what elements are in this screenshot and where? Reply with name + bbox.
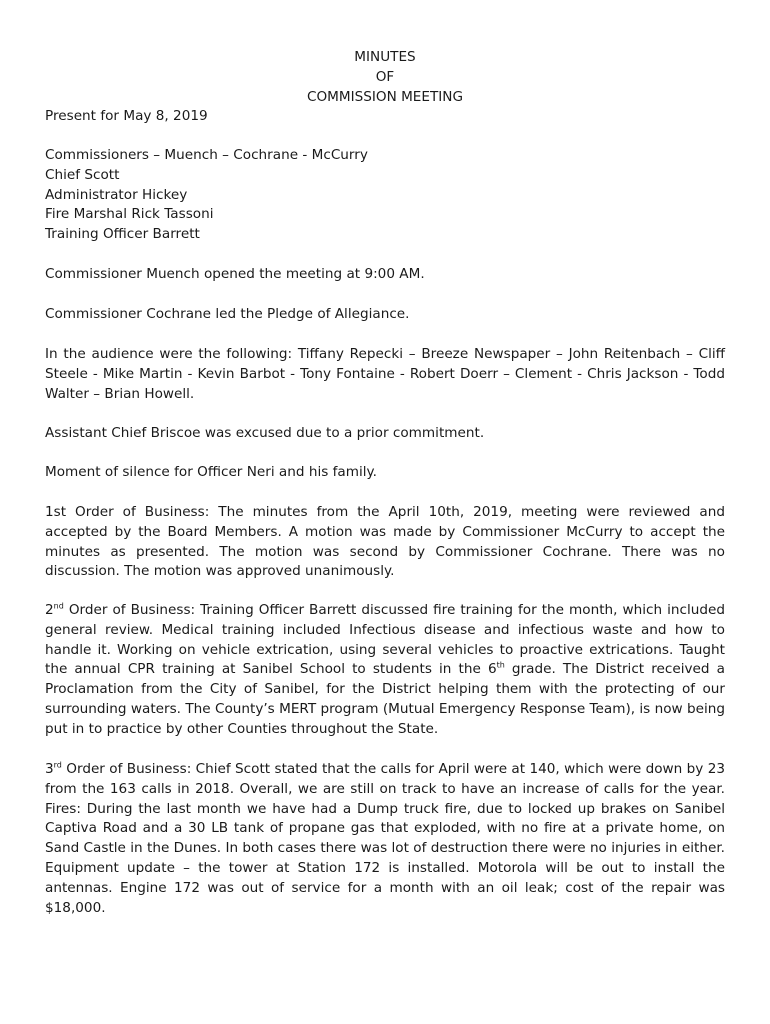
attendee-commissioners: Commissioners – Muench – Cochrane - McCurry [45,147,368,163]
meeting-opened-paragraph: Commissioner Muench opened the meeting at 9:00 AM. [45,266,425,282]
order2-number: 2 [45,602,54,618]
present-date-line: Present for May 8, 2019 [45,108,208,124]
order3-ordinal-suffix: rd [53,760,62,770]
title-line-of: OF [375,68,395,85]
first-order-of-business: 1st Order of Business: The minutes from the April 10th, 2019, meeting were reviewed and accepted by the Board Members. A motion was made by Commissioner McCurry to accept the minutes as presented. The motion was second by Commissioner Cochrane. There was no discussion. The motion was approved unanimously. [45,504,725,580]
grade-ordinal-suffix: th [496,660,505,670]
document-title [45,48,725,107]
audience-paragraph: In the audience were the following: Tiffany Repecki – Breeze Newspaper – John Reitenbach – Cliff Steele - Mike Martin - Kevin Barbot - Tony Fontaine - Robert Doerr – Clement - Chris Jackson - Todd Walter – Brian Howell. [45,346,725,402]
excused-paragraph: Assistant Chief Briscoe was excused due to a prior commitment. [45,425,485,441]
attendees-list [45,146,368,245]
order2-ordinal-suffix: nd [53,601,64,611]
attendee-fire-marshal: Fire Marshal Rick Tassoni [45,206,214,223]
title-line-minutes: MINUTES [354,49,416,65]
order3-text: Order of Business: Chief Scott stated that the calls for April were at 140, which were down by 23 from the 163 calls in 2018. Overall, we are still on track to have an increase of calls for the year. Fires: During the last month we have had a Dump truck fire, due to locked up brakes on Sanibel Captiva Road and a 30 LB tank of propane gas that exploded, with no fire at a private home, on Sand Castle in the Dunes. In both cases there was lot of destruction there were no injuries in either. Equipment update – the tower at Station 172 is installed. Motorola will be out to install the antennas. Engine 172 was out of service for a month with an oil leak; cost of the repair was $18,000. [45,761,725,916]
pledge-paragraph: Commissioner Cochrane led the Pledge of Allegiance. [45,306,410,322]
order2-text-part2: grade. The District received a Proclamation from the City of Sanibel, for the District helping them with the protecting of our surrounding waters. The County’s MERT program (Mutual Emergency Response Team), is now being put in to practice by other Counties throughout the State. [45,661,725,737]
attendee-training-officer: Training Officer Barrett [45,226,200,243]
order3-number: 3 [45,761,54,777]
attendee-administrator: Administrator Hickey [45,186,188,203]
third-order-of-business [45,760,725,918]
second-order-of-business [45,601,725,740]
title-line-commission-meeting: COMMISSION MEETING [306,88,464,105]
minutes-page [45,0,725,1024]
attendee-chief: Chief Scott [45,166,120,183]
moment-of-silence-paragraph: Moment of silence for Officer Neri and his family. [45,464,377,480]
order2-text-part1: Order of Business: Training Officer Barrett discussed fire training for the month, which included general review. Medical training included Infectious disease and infectious waste and how to handle it. Working on vehicle extrication, using several vehicles to proactive extrications. Taught the annual CPR training at Sanibel School to students in the 6 [45,602,725,678]
